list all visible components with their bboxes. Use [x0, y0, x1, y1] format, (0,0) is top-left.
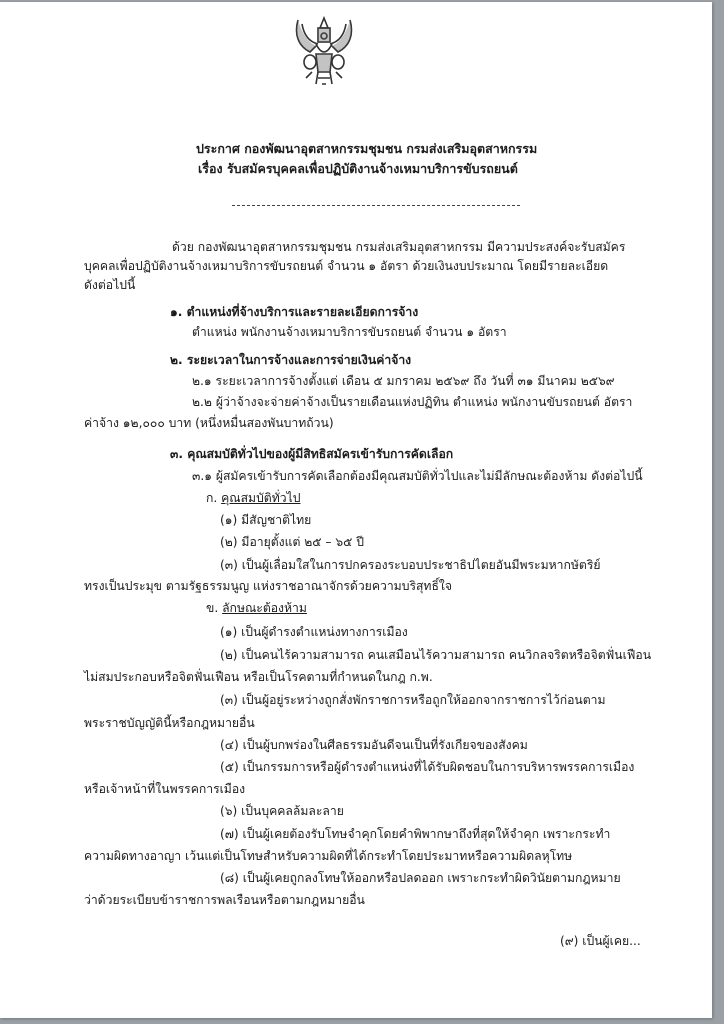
prohibition-7-line1: (๗) เป็นผู้เคยต้องรับโทษจำคุกโดยคำพิพากษาถึงที่สุดให้จำคุก เพราะกระทำ [220, 827, 611, 841]
qualification-1: (๑) มีสัญชาติไทย [220, 513, 312, 527]
section2-item2-line2: ค่าจ้าง ๑๒,๐๐๐ บาท (หนึ่งหมื่นสองพันบาทถ้วน) [84, 416, 334, 430]
prohibition-5-line1: (๕) เป็นกรรมการหรือผู้ดำรงตำแหน่งที่ได้รับผิดชอบในการบริหารพรรคการเมือง [220, 760, 635, 774]
prohibition-7-line2: ความผิดทางอาญา เว้นแต่เป็นโทษสำหรับความผิดที่ได้กระทำโดยประมาทหรือความผิดลหุโทษ [84, 849, 573, 863]
scanned-page [0, 2, 712, 1018]
prohibition-1: (๑) เป็นผู้ดำรงตำแหน่งทางการเมือง [220, 625, 408, 639]
prohibition-2-line2: ไม่สมประกอบหรือจิตฟั่นเฟือน หรือเป็นโรคตามที่กำหนดในกฎ ก.พ. [84, 670, 433, 684]
section1-body: ตำแหน่ง พนักงานจ้างเหมาบริการขับรถยนต์ จำนวน ๑ อัตรา [192, 325, 507, 339]
prohibitions-title: ลักษณะต้องห้าม [222, 601, 307, 615]
prohibition-3-line2: พระราชบัญญัตินี้หรือกฎหมายอื่น [84, 716, 255, 730]
prohibition-8-line2: ว่าด้วยระเบียบข้าราชการพลเรือนหรือตามกฎหมายอื่น [84, 893, 365, 907]
qualification-3-line2: ทรงเป็นประมุข ตามรัฐธรรมนูญ แห่งราชอาณาจักรด้วยความบริสุทธิ์ใจ [84, 579, 452, 593]
section2-item1: ๒.๑ ระยะเวลาการจ้างตั้งแต่ เดือน ๕ มกราคม ๒๕๖๙ ถึง วันที่ ๓๑ มีนาคม ๒๕๖๙ [192, 374, 615, 388]
announcement-header-subject: เรื่อง รับสมัครบุคคลเพื่อปฏิบัติงานจ้างเหมาบริการขับรถยนต์ [198, 161, 518, 176]
qualifications-prefix: ก. [206, 491, 222, 505]
prohibition-5-line2: หรือเจ้าหน้าที่ในพรรคการเมือง [84, 782, 246, 796]
intro-paragraph-line1: ด้วย กองพัฒนาอุตสาหกรรมชุมชน กรมส่งเสริมอุตสาหกรรม มีความประสงค์จะรับสมัคร [172, 240, 626, 254]
separator-line [232, 205, 520, 206]
announcement-header-line1: ประกาศ กองพัฒนาอุตสาหกรรมชุมชน กรมส่งเสริมอุตสาหกรรม [196, 141, 538, 156]
garuda-emblem-icon [292, 14, 356, 90]
qualifications-subheading [206, 490, 300, 506]
section1-heading: ๑. ตำแหน่งที่จ้างบริการและรายละเอียดการจ้าง [170, 305, 419, 319]
continuation-note: (๙) เป็นผู้เคย... [560, 934, 641, 948]
section2-heading: ๒. ระยะเวลาในการจ้างและการจ่ายเงินค่าจ้าง [170, 353, 412, 367]
qualification-3-line1: (๓) เป็นผู้เลื่อมใสในการปกครองระบอบประชาธิปไตยอันมีพระมหากษัตริย์ [220, 558, 601, 572]
prohibitions-prefix: ข. [206, 601, 223, 615]
prohibition-3-line1: (๓) เป็นผู้อยู่ระหว่างถูกสั่งพักราชการหรือถูกให้ออกจากราชการไว้ก่อนตาม [220, 693, 606, 707]
section2-item2-line1: ๒.๒ ผู้ว่าจ้างจะจ่ายค่าจ้างเป็นรายเดือนแห่งปฏิทิน ตำแหน่ง พนักงานขับรถยนต์ อัตรา [192, 395, 633, 409]
qualifications-title: คุณสมบัติทั่วไป [221, 491, 301, 505]
intro-paragraph-line2: บุคคลเพื่อปฏิบัติงานจ้างเหมาบริการขับรถยนต์ จำนวน ๑ อัตรา ด้วยเงินงบประมาณ โดยมีรายละเอียด [84, 259, 609, 273]
prohibition-2-line1: (๒) เป็นคนไร้ความสามารถ คนเสมือนไร้ความสามารถ คนวิกลจริตหรือจิตฟั่นเฟือน [220, 648, 652, 662]
section3-heading: ๓. คุณสมบัติทั่วไปของผู้มีสิทธิสมัครเข้ารับการคัดเลือก [170, 447, 454, 461]
qualification-2: (๒) มีอายุตั้งแต่ ๒๕ – ๖๕ ปี [220, 535, 364, 549]
prohibitions-subheading [206, 600, 307, 616]
section3-item1: ๓.๑ ผู้สมัครเข้ารับการคัดเลือกต้องมีคุณสมบัติทั่วไปและไม่มีลักษณะต้องห้าม ดังต่อไปนี้ [192, 469, 643, 483]
prohibition-4: (๔) เป็นผู้บกพร่องในศีลธรรมอันดีจนเป็นที่รังเกียจของสังคม [220, 738, 528, 752]
intro-paragraph-line3: ดังต่อไปนี้ [84, 278, 136, 292]
prohibition-8-line1: (๘) เป็นผู้เคยถูกลงโทษให้ออกหรือปลดออก เพราะกระทำผิดวินัยตามกฎหมาย [220, 871, 621, 885]
prohibition-6: (๖) เป็นบุคคลล้มละลาย [220, 804, 344, 818]
